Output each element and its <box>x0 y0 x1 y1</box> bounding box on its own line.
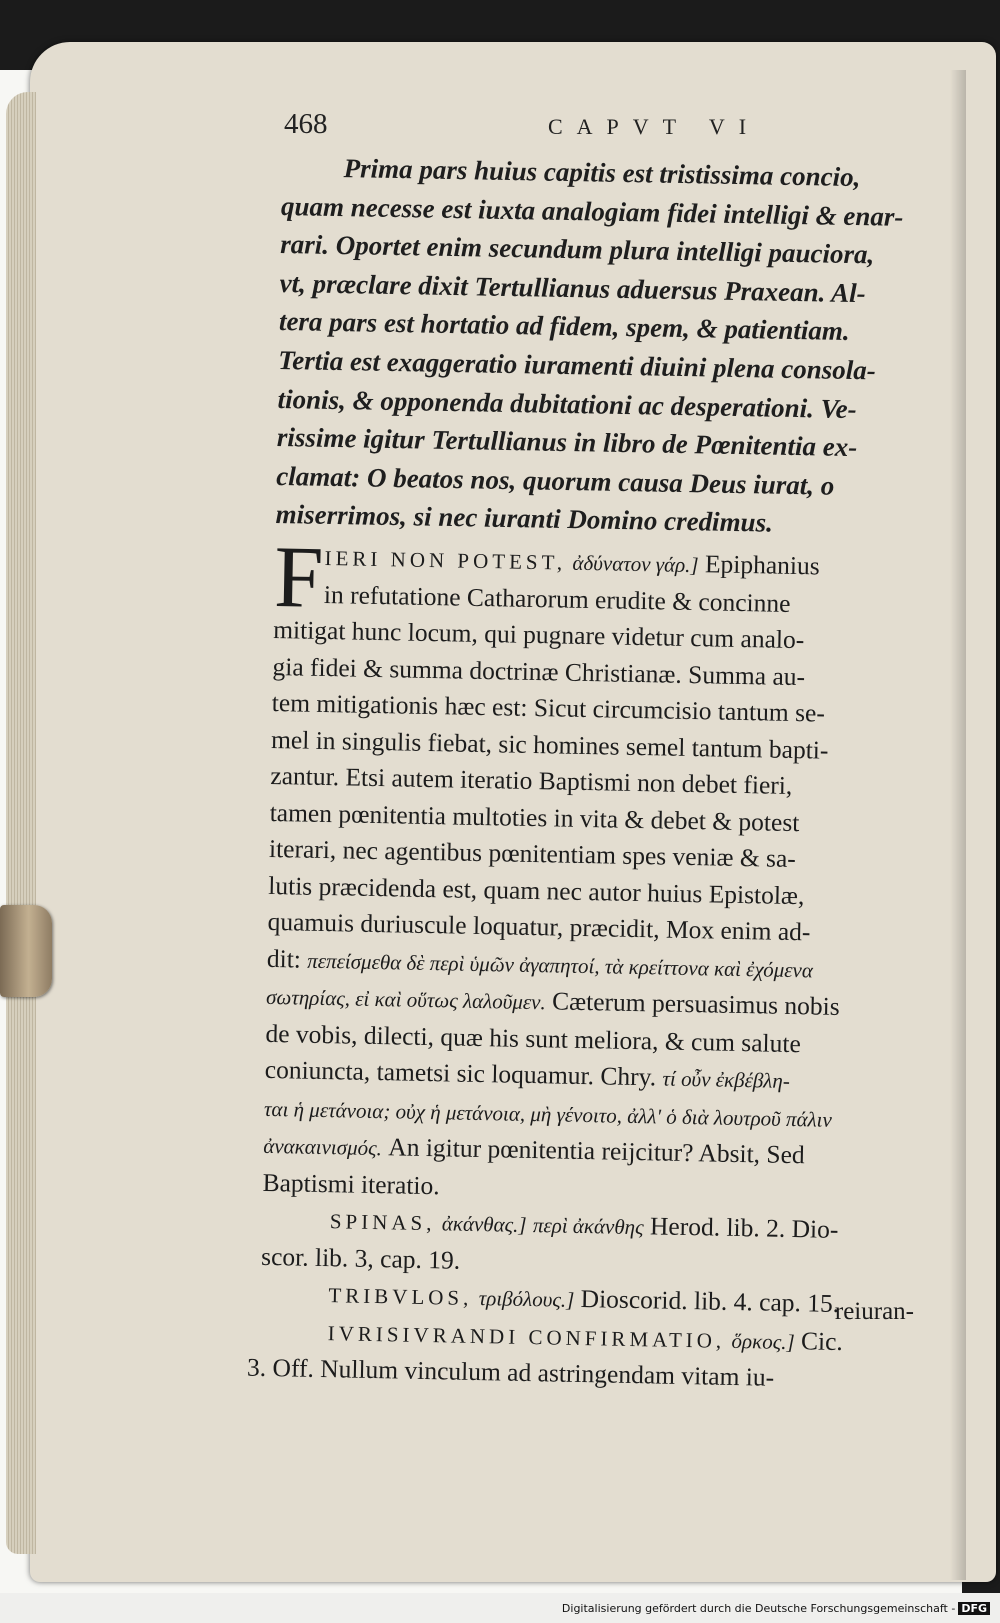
commentary-line: de vobis, dilecti, quæ his sunt meliora, & cum salute <box>265 1018 802 1058</box>
intro-italic-paragraph <box>275 148 962 546</box>
commentary-text: Cæterum persuasimus nobis <box>551 986 840 1021</box>
commentary-line: lutis præcidenda est, quam nec autor huius Epistolæ, <box>268 870 805 910</box>
lemma-greek: ἀδύνατον γάρ.] <box>572 550 699 578</box>
note-greek: τριβόλους.] <box>478 1286 575 1312</box>
italic-line: clamat: O beatos nos, quorum causa Deus iurat, o <box>276 460 835 501</box>
italic-line: rari. Oportet enim secundum plura intelligi pauciora, <box>280 229 875 270</box>
commentary-line: mitigat hunc locum, qui pugnare videtur cum analo- <box>272 614 805 655</box>
italic-line: Prima pars huius capitis est tristissima concio, <box>343 153 861 193</box>
commentary-line: tem mitigationis hæc est: Sicut circumcisio tantum se- <box>271 687 826 728</box>
greek-quote: ἀνακαινισμός. <box>263 1133 383 1161</box>
digitization-footer <box>562 1602 990 1615</box>
footer-text: Digitalisierung gefördert durch die Deutsche Forschungsgemeinschaft - <box>561 1602 956 1615</box>
commentary-text: coniuncta, tametsi sic loquamur. <box>264 1054 595 1091</box>
note-text: Nullum vinculum ad astringendam vitam iu- <box>319 1354 775 1392</box>
page-edges <box>6 92 36 1554</box>
note-caps: TRIBVLOS, <box>328 1283 473 1310</box>
commentary-line: gia fidei & summa doctrinæ Christianæ. Summa au- <box>272 651 806 691</box>
commentary-line: Baptismi iteratio. <box>262 1167 440 1200</box>
note-text: Cic. <box>800 1325 844 1356</box>
italic-line: rissime igitur Tertullianus in libro de Pœnitentia ex- <box>276 422 858 463</box>
greek-quote: σωτηρίας, εἰ καὶ οὕτως λαλοῦμεν. <box>265 984 546 1015</box>
commentary-line: mel in singulis fiebat, sic homines semel tantum bapti- <box>270 724 829 765</box>
italic-line: Tertia est exaggeratio iuramenti diuini plena consola- <box>278 344 877 386</box>
italic-line: tera pars est hortatio ad fidem, spem, & patientiam. <box>278 306 850 347</box>
lemma-caps: IERI NON POTEST, <box>324 545 567 575</box>
page-number: 468 <box>284 108 328 140</box>
italic-line: quam necesse est iuxta analogiam fidei intelligi & enar- <box>280 190 904 232</box>
note-spinas-cont: scor. lib. 3, cap. 19. <box>260 1241 461 1275</box>
note-ref: 3. Off. <box>246 1352 315 1383</box>
commentary-line: in refutatione Catharorum erudite & concinne <box>323 579 791 618</box>
commentary-paragraph <box>246 529 965 1400</box>
clasp-clip <box>0 905 52 997</box>
commentary-text: Epiphanius <box>704 549 821 581</box>
note-greek: περὶ ἀκάνθης <box>532 1213 644 1240</box>
drop-cap: F <box>273 529 325 627</box>
italic-line: vt, præclare dixit Tertullianus aduersus Praxean. Al- <box>279 267 866 308</box>
commentary-text: An igitur pœnitentia reijcitur? Absit, Sed <box>388 1132 805 1170</box>
note-greek: ὅρκος.] <box>731 1328 795 1354</box>
commentary-line: tamen pœnitentia multoties in vita & debet & potest <box>269 797 800 837</box>
commentary-text: dit: <box>266 943 302 974</box>
note-caps: IVRISIVRANDI CONFIRMATIO, <box>327 1320 726 1353</box>
catchword: reiuran- <box>834 1298 914 1325</box>
commentary-line: quamuis duriuscule loquatur, præcidit, Mox enim ad- <box>267 906 811 947</box>
running-head: CAPVT VI <box>548 114 761 139</box>
greek-quote: τί οὖν ἐκβέβλη- <box>662 1066 791 1093</box>
note-caps: SPINAS, <box>329 1209 436 1236</box>
chrysostom-label: Chry. <box>600 1061 657 1092</box>
italic-line: miserrimos, si nec iuranti Domino credimus. <box>275 499 774 538</box>
commentary-line: iterari, nec agentibus pœnitentiam spes veniæ & sa- <box>268 833 797 874</box>
greek-quote: ται ἡ μετάνοια; οὐχ ἡ μετάνοια, μὴ γένοιτο, ἀλλ' ὁ διὰ λουτροῦ πάλιν <box>263 1096 833 1132</box>
greek-quote: πεπείσμεθα δὲ περὶ ὑμῶν ἀγαπητοί, τὰ κρείττονα καὶ ἐχόμενα <box>307 948 814 982</box>
note-text: Dioscorid. lib. 4. cap. 15. <box>580 1284 840 1318</box>
commentary-line: zantur. Etsi autem iteratio Baptismi non debet fieri, <box>270 760 793 800</box>
italic-line: tionis, & opponenda dubitationi ac desperationi. Ve- <box>277 383 857 424</box>
note-text: Herod. lib. 2. Dio- <box>649 1211 839 1244</box>
dfg-logo: DFG <box>958 1602 990 1615</box>
note-greek: ἀκάνθας.] <box>441 1211 527 1237</box>
